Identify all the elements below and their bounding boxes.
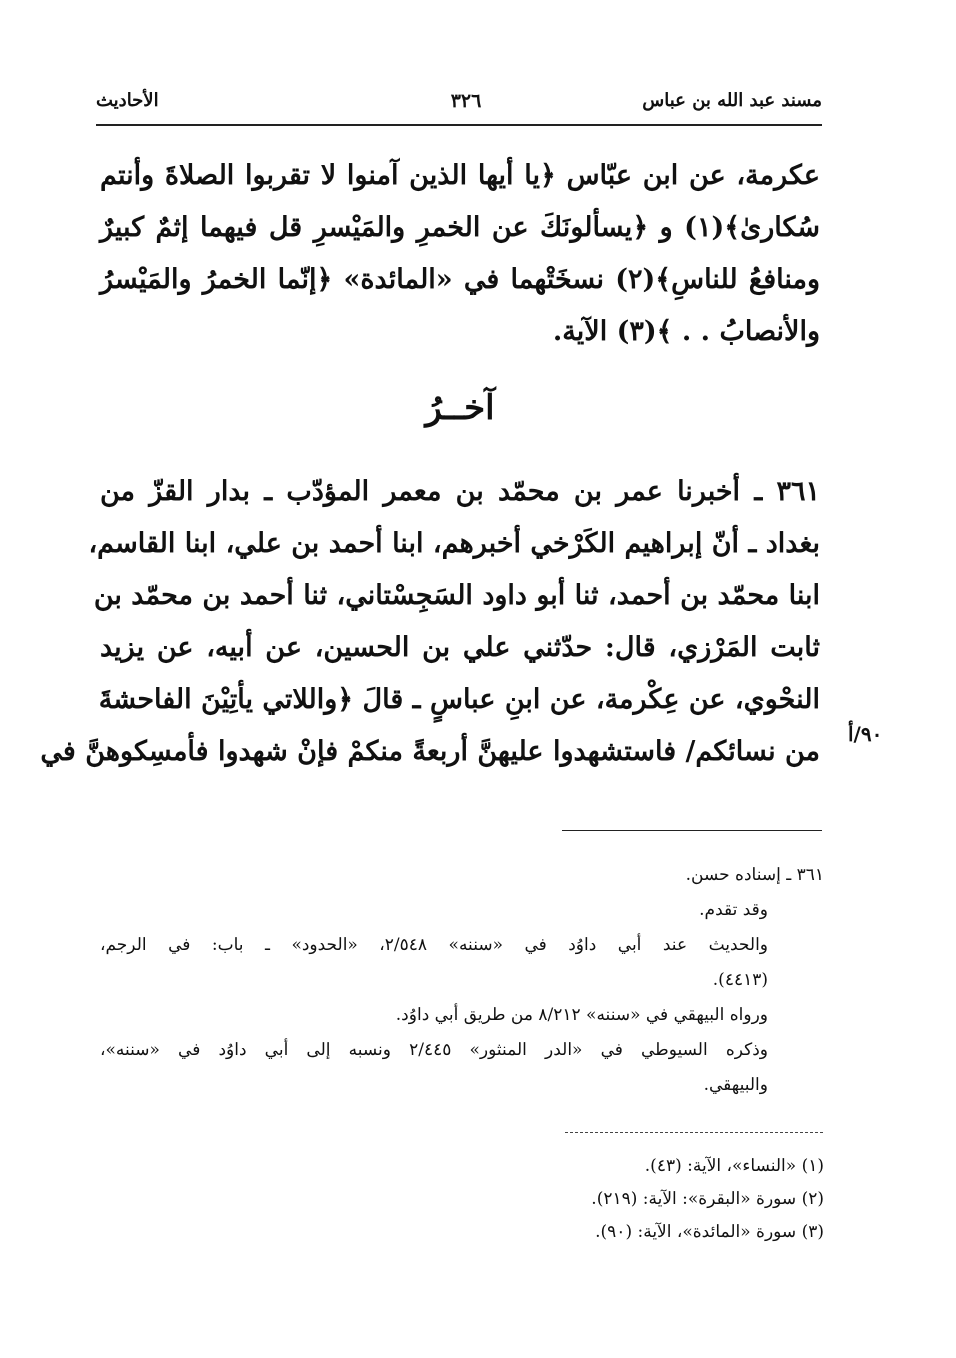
paragraph-continuation	[100, 150, 820, 358]
reference-line: (١) «النساء»، الآية: (٤٣).	[644, 1156, 824, 1176]
text-line: والأنصابُ . . ﴾(٣) الآية.	[552, 316, 820, 347]
hadith-commentary	[100, 858, 824, 1103]
header-book-title: مسند عبد الله بن عباس	[642, 90, 822, 111]
text-line: بغداد ـ أنّ إبراهيم الكَرْخي أخبرهم، ابنا أحمد بن علي، ابنا القاسم،	[88, 528, 820, 559]
header-rule	[96, 124, 822, 126]
reference-line: (٢) سورة «البقرة»: الآية: (٢١٩).	[591, 1189, 824, 1209]
text-line: النحْوي، عن عِكْرمة، عن ابنِ عباسٍ ـ قالَ ﴿واللاتي يأتِيْنَ الفاحشةَ	[98, 684, 820, 715]
hadith-361-paragraph	[40, 466, 820, 778]
text-line: ٣٦١ ـ أخبرنا عمر بن محمّد بن معمر المؤدّب ـ بدار القزّ من	[100, 476, 820, 507]
header-section-title: الأحاديث	[96, 90, 159, 111]
footnote-line: والبيهقي.	[703, 1075, 768, 1095]
text-line: من نسائكم/ فاستشهدوا عليهنَّ أربعةً منكمْ فإنْ شهدوا فأمسِكوهنَّ في	[40, 736, 820, 767]
page-number: ٣٢٦	[450, 90, 482, 112]
text-line: عكرمة، عن ابن عبّاس ﴿يا أيها الذين آمنوا لا تقربوا الصلاةَ وأنتم	[100, 160, 820, 191]
references-separator	[565, 1132, 823, 1133]
footnote-line: وذكره السيوطي في «الدر المنثور» ٢/٤٤٥ ونسبه إلى أبي داوُد في «سننه»،	[100, 1040, 768, 1060]
footnote-line: والحديث عند أبي داوُد في «سننه» ٢/٥٤٨، «الحدود» ـ باب: في الرجم،	[100, 935, 768, 955]
text-line: ثابت المَرْزي، قال: حدّثني علي بن الحسين، عن أبيه، عن يزيد	[100, 632, 820, 663]
quran-references	[400, 1150, 824, 1249]
section-heading: آخــرُ	[425, 388, 495, 428]
footnote-separator	[562, 830, 822, 831]
footnote-line: ٣٦١ ـ إسناده حسن.	[685, 865, 824, 885]
footnote-line: ورواه البيهقي في «سننه» ٨/٢١٢ من طريق أبي داوُد.	[395, 1005, 768, 1025]
text-line: ابنا محمّد بن أحمد، ثنا أبو داود السَجِسْتاني، ثنا أحمد بن محمّد بن	[93, 580, 820, 611]
footnote-line: (٤٤١٣).	[712, 970, 768, 990]
text-line: سُكارىٰ﴾(١) و ﴿يسألونَكَ عن الخمرِ والمَيْسرِ قل فيهما إثمٌ كبيرٌ	[100, 212, 820, 243]
running-header	[96, 86, 822, 120]
reference-line: (٣) سورة «المائدة»، الآية: (٩٠).	[595, 1222, 824, 1242]
text-line: ومنافعُ للناسِ﴾(٢) نسخَتْهما في «المائدة» ﴿إنّما الخمرُ والمَيْسرُ	[100, 264, 820, 295]
footnote-line: وقد تقدم.	[699, 900, 768, 920]
manuscript-folio-note: ٩٠/أ	[848, 722, 883, 746]
